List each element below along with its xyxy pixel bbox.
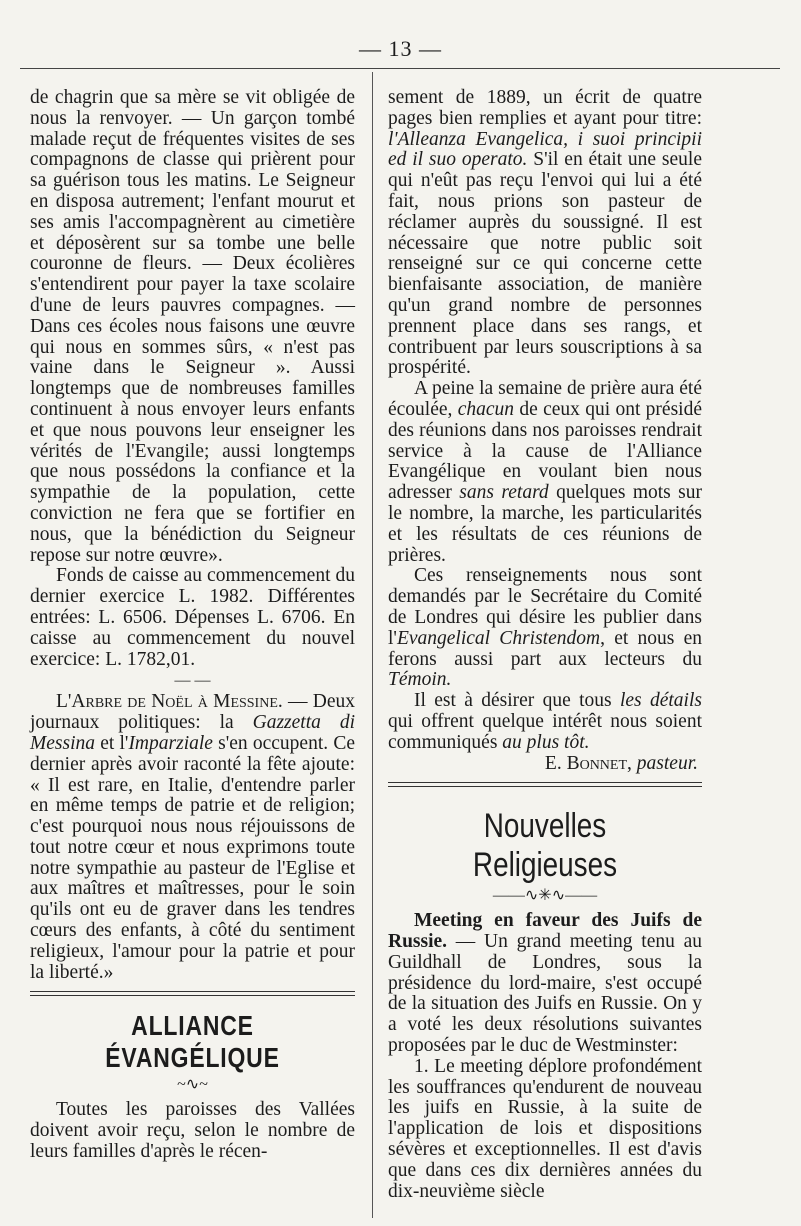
chacun-word: chacun bbox=[457, 398, 515, 420]
signature-title: pasteur. bbox=[636, 752, 698, 774]
right-paragraph-census bbox=[388, 88, 702, 379]
prayer-text-c: quelques mots sur le nombre, la marche, les particularités et les résultats de ces réunions de prières. bbox=[388, 482, 702, 566]
messine-text-a: — Deux journaux politiques: la bbox=[30, 691, 355, 734]
alliance-heading: ALLIANCE ÉVANGÉLIQUE bbox=[105, 1010, 280, 1074]
meeting-text: — Un grand meeting tenu au Guildhall de Londres, sous la présidence du lord-maire, s'est occupé de la situation des Juifs en Russie. On y a voté les deux résolutions suivantes proposées par le duc de Westminster: bbox=[388, 931, 702, 1057]
double-rule-divider bbox=[30, 991, 355, 996]
messine-text-b: et l' bbox=[95, 732, 129, 754]
messine-title: L'Arbre de Noël à Messine. bbox=[56, 691, 283, 713]
imparziale-name: Imparziale bbox=[128, 732, 213, 754]
flourish-ornament-right: ——∿✳∿—— bbox=[492, 887, 598, 905]
census-text-a: sement de 1889, un écrit de quatre pages bien remplies et ayant pour titre: bbox=[388, 87, 702, 129]
right-paragraph-details bbox=[388, 691, 702, 753]
left-paragraph-funds: Fonds de caisse au commencement du dernier exercice L. 1982. Différentes entrées: L. 6506. Dépenses L. 6706. En caisse au commencement du nouvel exercice: L. 1782,01. bbox=[30, 565, 355, 670]
temoin-name: Témoin. bbox=[388, 669, 452, 691]
right-paragraph-london bbox=[388, 566, 702, 691]
meeting-title: Meeting en faveur des Juifs de Russie. bbox=[388, 910, 702, 953]
section-separator: — — bbox=[174, 672, 211, 690]
right-paragraph-prayer-week bbox=[388, 379, 702, 566]
flourish-ornament: ~∿~ bbox=[177, 1076, 208, 1094]
right-column bbox=[388, 88, 702, 1202]
details-word: les détails bbox=[619, 690, 702, 712]
column-divider bbox=[372, 72, 373, 1218]
details-text-b: qui offrent quelque intérêt nous soient communiqués bbox=[388, 710, 702, 753]
left-column bbox=[30, 88, 355, 1163]
right-paragraph-resolution: 1. Le meeting déplore profondément les souffrances qu'endurent de nouveau les juifs en Russie, à la suite de l'application de lois et dispositions sévères et exceptionnelles. Il est d'avis que dans ces dix dernières années du dix-neuvième siècle bbox=[388, 1055, 702, 1202]
right-paragraph-meeting bbox=[388, 911, 702, 1057]
sans-retard-word: sans retard bbox=[459, 482, 549, 504]
prayer-text-b: de ceux qui ont présidé des réunions dans nos paroisses rendrait service à la cause de l'Alliance Evangélique en voulant bien nous adresser bbox=[388, 398, 702, 504]
left-paragraph-alliance: Toutes les paroisses des Vallées doivent avoir reçu, selon le nombre de leurs familles d'après le récen- bbox=[30, 1099, 355, 1163]
signature bbox=[388, 754, 702, 775]
details-text-a: Il est à désirer que tous bbox=[414, 690, 620, 712]
evangelical-christendom: Evangelical Christendom bbox=[396, 627, 601, 649]
au-plus-tot: au plus tôt. bbox=[502, 731, 590, 753]
nouvelles-heading: Nouvelles Religieuses bbox=[472, 807, 618, 885]
double-rule-divider-right bbox=[388, 782, 702, 787]
left-paragraph-messine bbox=[30, 692, 355, 983]
left-paragraph-schools: de chagrin que sa mère se vit obligée de nous la renvoyer. — Un garçon tombé malade reçut de fréquentes visites de ses compagnons de classe qui prièrent pour sa guérison tous les matins. Le Seigneur en disposa autrement; l'enfant mourut et ses amis l'accompagnèrent au cimetière et déposèrent sur sa tombe une belle couronne de fleurs. — Deux écolières s'entendirent pour payer la taxe scolaire d'une de leurs pauvres compagnes. — Dans ces écoles nous faisons une œuvre qui nous en sommes sûrs, « n'est pas vaine dans le Seigneur ». Aussi longtemps que de nombreuses familles continuent à nous envoyer leurs enfants et que nous pouvons leur enseigner les vérités de l'Evangile; aussi longtemps que nous possédons la confiance et la sympathie de la population, cette conviction ne fera que se fortifier en nous, que la bénédiction du Seigneur repose sur notre œuvre». bbox=[30, 87, 355, 566]
messine-text-c: s'en occupent. Ce dernier après avoir raconté la fête ajoute: « Il est rare, en Italie, d'entendre parler en même temps de patrie et de religion; c'est pourquoi nous nous réjouissons de tout notre cœur et nous exprimons toute notre sympathie au pasteur de l'Eglise et aux maîtres et maîtresses, pour le soin qu'ils ont eu de graver dans les tendres cœurs des enfants, à côté du sentiment religieux, l'amour pour la patrie et pour la liberté.» bbox=[30, 732, 355, 983]
page-number: — 13 — bbox=[359, 36, 442, 61]
signature-name: E. Bonnet, bbox=[544, 752, 632, 774]
london-text-b: , et nous en ferons aussi part aux lecteurs du bbox=[388, 627, 702, 670]
alleanza-title: l'Alleanza Evangelica, i suoi principii ed il suo operato. bbox=[388, 128, 702, 171]
prayer-text-a: A peine la semaine de prière aura été écoulée, bbox=[388, 378, 702, 420]
top-rule bbox=[20, 68, 780, 69]
london-text-a: Ces renseignements nous sont demandés par le Secrétaire du Comité de Londres qui désire les publier dans l' bbox=[388, 565, 702, 649]
gazzetta-name: Gazzetta di Messina bbox=[30, 712, 355, 754]
census-text-b: S'il en était une seule qui n'eût pas reçu l'envoi qui lui a été fait, nous prions son pasteur de réclamer auprès du soussigné. Il est nécessaire que notre public soit renseigné sur ce qui concerne cette bienfaisante association, de manière qu'un grand nombre de personnes prennent place dans ses rangs, et contribuent par leurs souscriptions à sa prospérité. bbox=[388, 149, 702, 379]
